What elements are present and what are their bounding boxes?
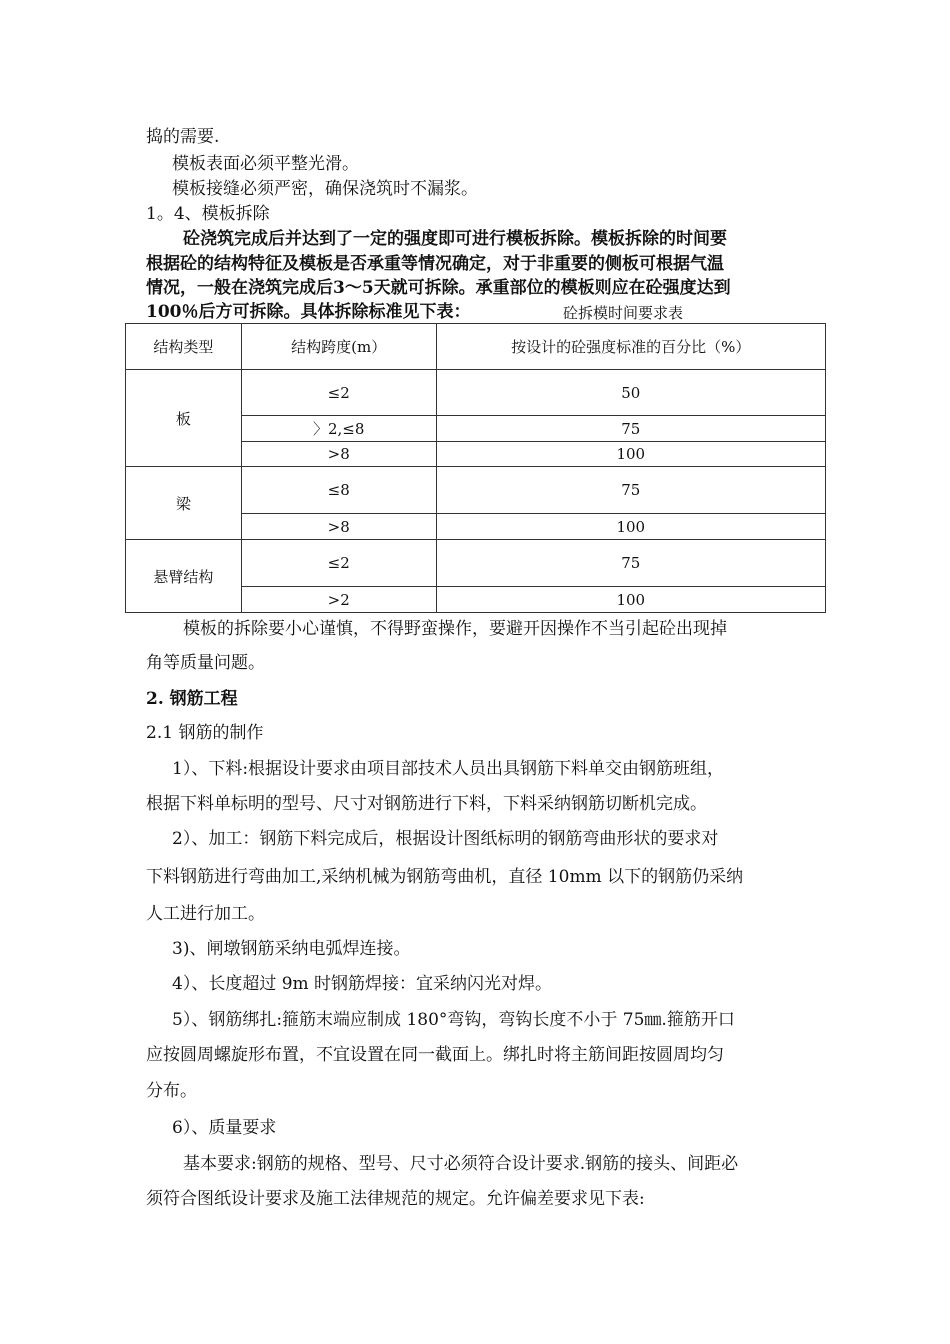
table-row <box>126 370 826 416</box>
table-row <box>126 540 826 587</box>
span-cell: 〉2,≤8 <box>241 416 436 442</box>
para-7-line-1: 基本要求:钢筋的规格、型号、尺寸必须符合设计要求.钢筋的接头、间距必 <box>183 1154 739 1174</box>
section-2-heading: 2. 钢筋工程 <box>146 689 238 709</box>
percent-cell: 75 <box>436 540 825 587</box>
para-5-line-1: 5）、钢筋绑扎:箍筋末端应制成 180°弯钩，弯钩长度不小于 75㎜.箍筋开口 <box>172 1010 735 1030</box>
percent-cell: 100 <box>436 587 825 613</box>
percent-cell: 100 <box>436 514 825 540</box>
bold-paragraph-line-4: 100％后方可拆除。具体拆除标准见下表： <box>146 302 471 322</box>
para-5-line-2: 应按圆周螺旋形布置，不宜设置在同一截面上。绑扎时将主筋间距按圆周均匀 <box>146 1045 724 1065</box>
percent-cell: 100 <box>436 442 825 467</box>
intro-line-3: 模板接缝必须严密，确保浇筑时不漏浆。 <box>172 179 478 199</box>
section-2-1-heading: 2.1 钢筋的制作 <box>146 723 264 743</box>
after-table-line-2: 角等质量问题。 <box>146 653 265 673</box>
percent-cell: 50 <box>436 370 825 416</box>
para-2-line-1: 2）、加工：钢筋下料完成后，根据设计图纸标明的钢筋弯曲形状的要求对 <box>172 829 719 849</box>
structure-type-cell: 梁 <box>126 467 242 540</box>
para-2-line-3: 人工进行加工。 <box>146 904 265 924</box>
span-cell: ≤8 <box>241 467 436 514</box>
structure-type-cell: 悬臂结构 <box>126 540 242 613</box>
span-cell: >2 <box>241 587 436 613</box>
intro-line-1: 捣的需要. <box>146 127 220 147</box>
table-caption: 砼拆模时间要求表 <box>563 304 684 322</box>
formwork-removal-table <box>125 323 826 613</box>
span-cell: ≤2 <box>241 540 436 587</box>
table-header-row <box>126 324 826 370</box>
span-cell: ≤2 <box>241 370 436 416</box>
header-structure-type: 结构类型 <box>126 324 242 370</box>
para-4: 4）、长度超过 9m 时钢筋焊接：宜采纳闪光对焊。 <box>172 974 553 994</box>
header-span: 结构跨度(m） <box>241 324 436 370</box>
para-1-line-2: 根据下料单标明的型号、尺寸对钢筋进行下料，下料采纳钢筋切断机完成。 <box>146 794 707 814</box>
para-3: 3)、闸墩钢筋采纳电弧焊连接。 <box>172 939 411 959</box>
span-cell: >8 <box>241 442 436 467</box>
after-table-line-1: 模板的拆除要小心谨慎，不得野蛮操作，要避开因操作不当引起砼出现掉 <box>183 619 727 639</box>
para-5-line-3: 分布。 <box>146 1081 197 1101</box>
structure-type-cell: 板 <box>126 370 242 467</box>
header-percent: 按设计的砼强度标准的百分比（%） <box>436 324 825 370</box>
bold-paragraph-line-2: 根据砼的结构特征及模板是否承重等情况确定，对于非重要的侧板可根据气温 <box>146 254 724 274</box>
para-6: 6）、质量要求 <box>172 1118 277 1138</box>
intro-line-2: 模板表面必须平整光滑。 <box>172 154 359 174</box>
para-1-line-1: 1）、下料:根据设计要求由项目部技术人员出具钢筋下料单交由钢筋班组， <box>172 759 725 779</box>
percent-cell: 75 <box>436 467 825 514</box>
para-2-line-2: 下料钢筋进行弯曲加工,采纳机械为钢筋弯曲机，直径 10mm 以下的钢筋仍采纳 <box>146 867 744 887</box>
section-1-4-heading: 1。4、模板拆除 <box>146 204 270 224</box>
span-cell: >8 <box>241 514 436 540</box>
bold-paragraph-line-1: 砼浇筑完成后并达到了一定的强度即可进行模板拆除。模板拆除的时间要 <box>183 229 727 249</box>
percent-cell: 75 <box>436 416 825 442</box>
para-7-line-2: 须符合图纸设计要求及施工法律规范的规定。允许偏差要求见下表: <box>146 1189 645 1209</box>
table-row <box>126 467 826 514</box>
bold-paragraph-line-3: 情况，一般在浇筑完成后3～5天就可拆除。承重部位的模板则应在砼强度达到 <box>146 278 731 298</box>
